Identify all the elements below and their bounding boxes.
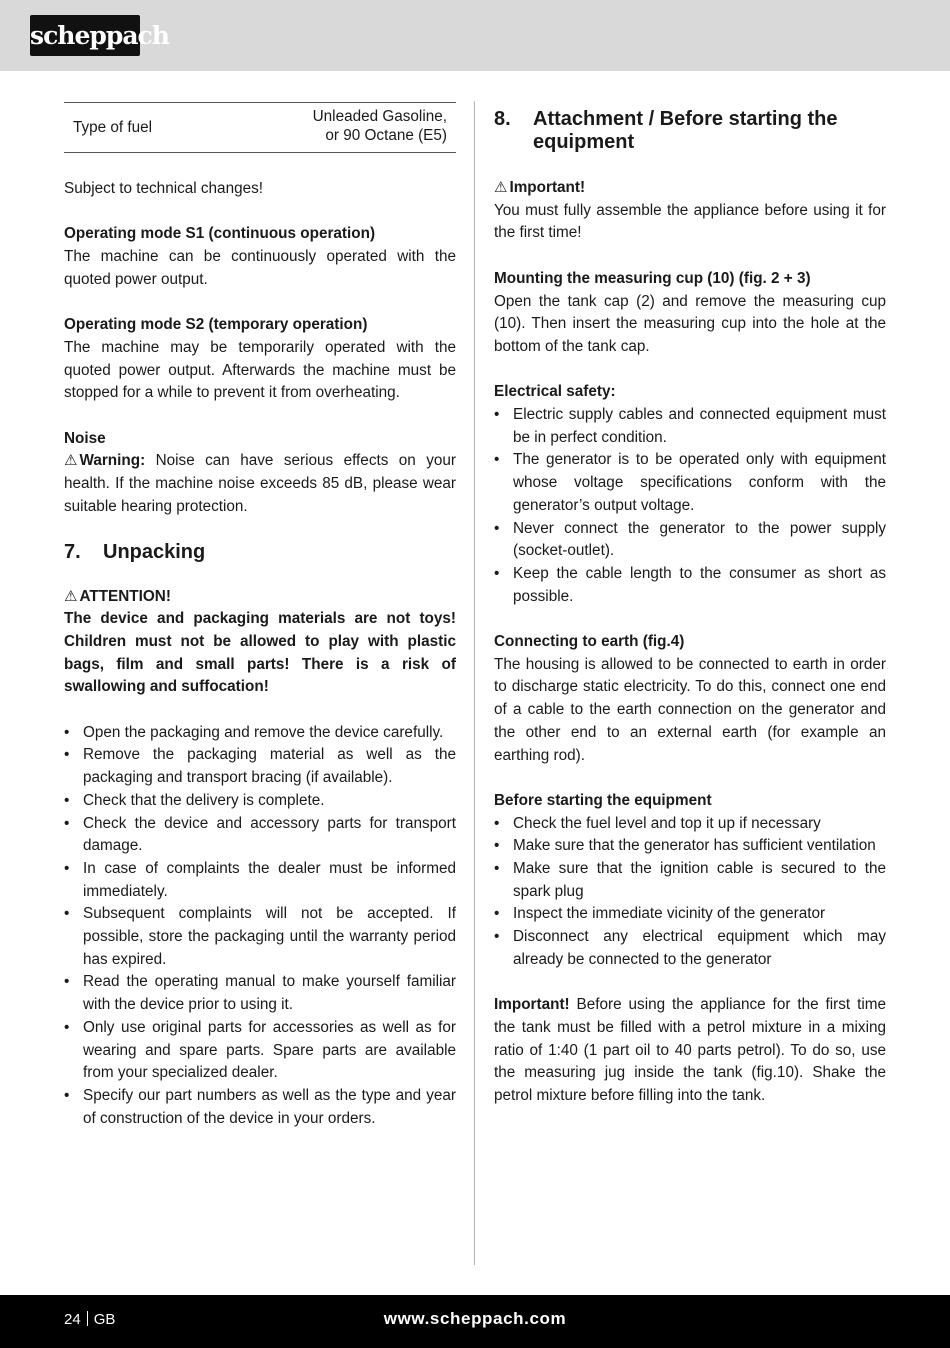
warning-triangle-icon: ⚠: [64, 452, 78, 470]
website-link[interactable]: www.scheppach.com: [383, 1309, 567, 1328]
list-item: • Inspect the immediate vicinity of the generator: [494, 903, 886, 926]
list-item: • Make sure that the ignition cable is secured to the spark plug: [494, 858, 886, 903]
right-column: [494, 100, 886, 1108]
list-item: • Make sure that the generator has sufficient ventilation: [494, 835, 886, 858]
unpacking-list: [64, 722, 456, 1131]
s1-heading: Operating mode S1 (continuous operation): [64, 225, 376, 243]
list-item: • Keep the cable length to the consumer as short as possible.: [494, 563, 886, 608]
earth-heading: Connecting to earth (fig.4): [494, 633, 685, 651]
s2-heading: Operating mode S2 (temporary operation): [64, 316, 368, 334]
technical-changes-note: Subject to technical changes!: [64, 180, 263, 197]
final-important-text: Before using the appliance for the first time the tank must be filled with a petrol mixture in a mixing ratio of 1:40 (1 part oil to 40 parts petrol). To do so, use the measuring jug inside the tank (fig.10). Shake the petrol mixture before filling into the tank.: [494, 996, 886, 1105]
list-item: • Check the device and accessory parts for transport damage.: [64, 813, 456, 858]
fuel-type-value-line2: or 90 Octane (E5): [325, 127, 447, 144]
list-item: • Only use original parts for accessories as well as for wearing and spare parts. Spare parts are available from your specialized dealer.: [64, 1017, 456, 1085]
noise-text: Noise can have serious effects on your health. If the machine noise exceeds 85 dB, please wear suitable hearing protection.: [64, 452, 456, 515]
page-header: [0, 0, 950, 71]
language-code: GB: [93, 1311, 116, 1328]
section-7-heading: [64, 541, 456, 564]
section-8-heading: [494, 108, 886, 154]
list-item: • The generator is to be operated only with equipment whose voltage specifications conform with the generator’s output voltage.: [494, 449, 886, 517]
list-item: • Open the packaging and remove the device carefully.: [64, 722, 456, 745]
column-divider: [474, 101, 475, 1265]
section-7-title: Unpacking: [103, 540, 206, 563]
page-number: 24: [64, 1311, 81, 1328]
attention-text: The device and packaging materials are not toys! Children must not be allowed to play with plastic bags, film and small parts! There is a risk of swallowing and suffocation!: [64, 610, 456, 696]
s1-text: The machine can be continuously operated with the quoted power output.: [64, 248, 456, 288]
list-item: • In case of complaints the dealer must be informed immediately.: [64, 858, 456, 903]
electrical-safety-heading: Electrical safety:: [494, 383, 616, 401]
fuel-type-label: Type of fuel: [73, 119, 153, 136]
left-column: [64, 100, 456, 1130]
warning-triangle-icon: ⚠: [64, 587, 78, 605]
measuring-cup-heading: Mounting the measuring cup (10) (fig. 2 + 3): [494, 269, 811, 287]
final-important-label: Important!: [494, 996, 570, 1014]
section-8-title: Attachment / Before starting the equipment: [533, 108, 838, 153]
list-item: • Read the operating manual to make yourself familiar with the device prior to using it.: [64, 971, 456, 1016]
list-item: • Never connect the generator to the power supply (socket-outlet).: [494, 518, 886, 563]
list-item: • Specify our part numbers as well as the type and year of construction of the device in your orders.: [64, 1085, 456, 1130]
final-important-paragraph: [494, 994, 886, 1108]
s2-text: The machine may be temporarily operated with the quoted power output. Afterwards the machine must be stopped for a while to prevent it from overheating.: [64, 338, 456, 402]
fuel-type-table: [64, 102, 456, 153]
important-text: You must fully assemble the appliance before using it for the first time!: [494, 201, 886, 242]
fuel-type-value: [313, 107, 447, 145]
list-item: • Subsequent complaints will not be accepted. If possible, store the packaging until the warranty period has expired.: [64, 903, 456, 971]
important-label: Important!: [509, 179, 586, 196]
section-7-number: 7.: [64, 540, 81, 563]
list-item: • Disconnect any electrical equipment which may already be connected to the generator: [494, 926, 886, 971]
earth-text: The housing is allowed to be connected to earth in order to discharge static electricity. To do this, connect one end of a cable to the earth connection on the generator and the other end to an external earth (for example an earthing rod).: [494, 655, 886, 764]
before-starting-heading: Before starting the equipment: [494, 791, 712, 809]
list-item: • Remove the packaging material as well as the packaging and transport bracing (if available).: [64, 744, 456, 789]
attention-label: ATTENTION!: [79, 587, 171, 605]
section-8-number: 8.: [494, 108, 511, 130]
noise-heading: Noise: [64, 429, 106, 447]
list-item: • Electric supply cables and connected equipment must be in perfect condition.: [494, 404, 886, 449]
warning-triangle-icon: ⚠: [494, 179, 508, 196]
list-item: • Check the fuel level and top it up if necessary: [494, 813, 886, 836]
important-heading: [494, 177, 886, 200]
before-starting-list: [494, 813, 886, 972]
noise-warning-label: Warning:: [79, 452, 146, 470]
fuel-type-value-line1: Unleaded Gasoline,: [312, 108, 447, 125]
electrical-safety-list: [494, 404, 886, 608]
list-item: • Check that the delivery is complete.: [64, 790, 456, 813]
scheppach-logo: scheppach: [30, 15, 140, 56]
measuring-cup-text: Open the tank cap (2) and remove the measuring cup (10). Then insert the measuring cup into the hole at the bottom of the tank cap.: [494, 292, 886, 355]
noise-paragraph: [64, 450, 456, 518]
attention-heading: [64, 586, 456, 609]
page-footer: [0, 1295, 950, 1348]
